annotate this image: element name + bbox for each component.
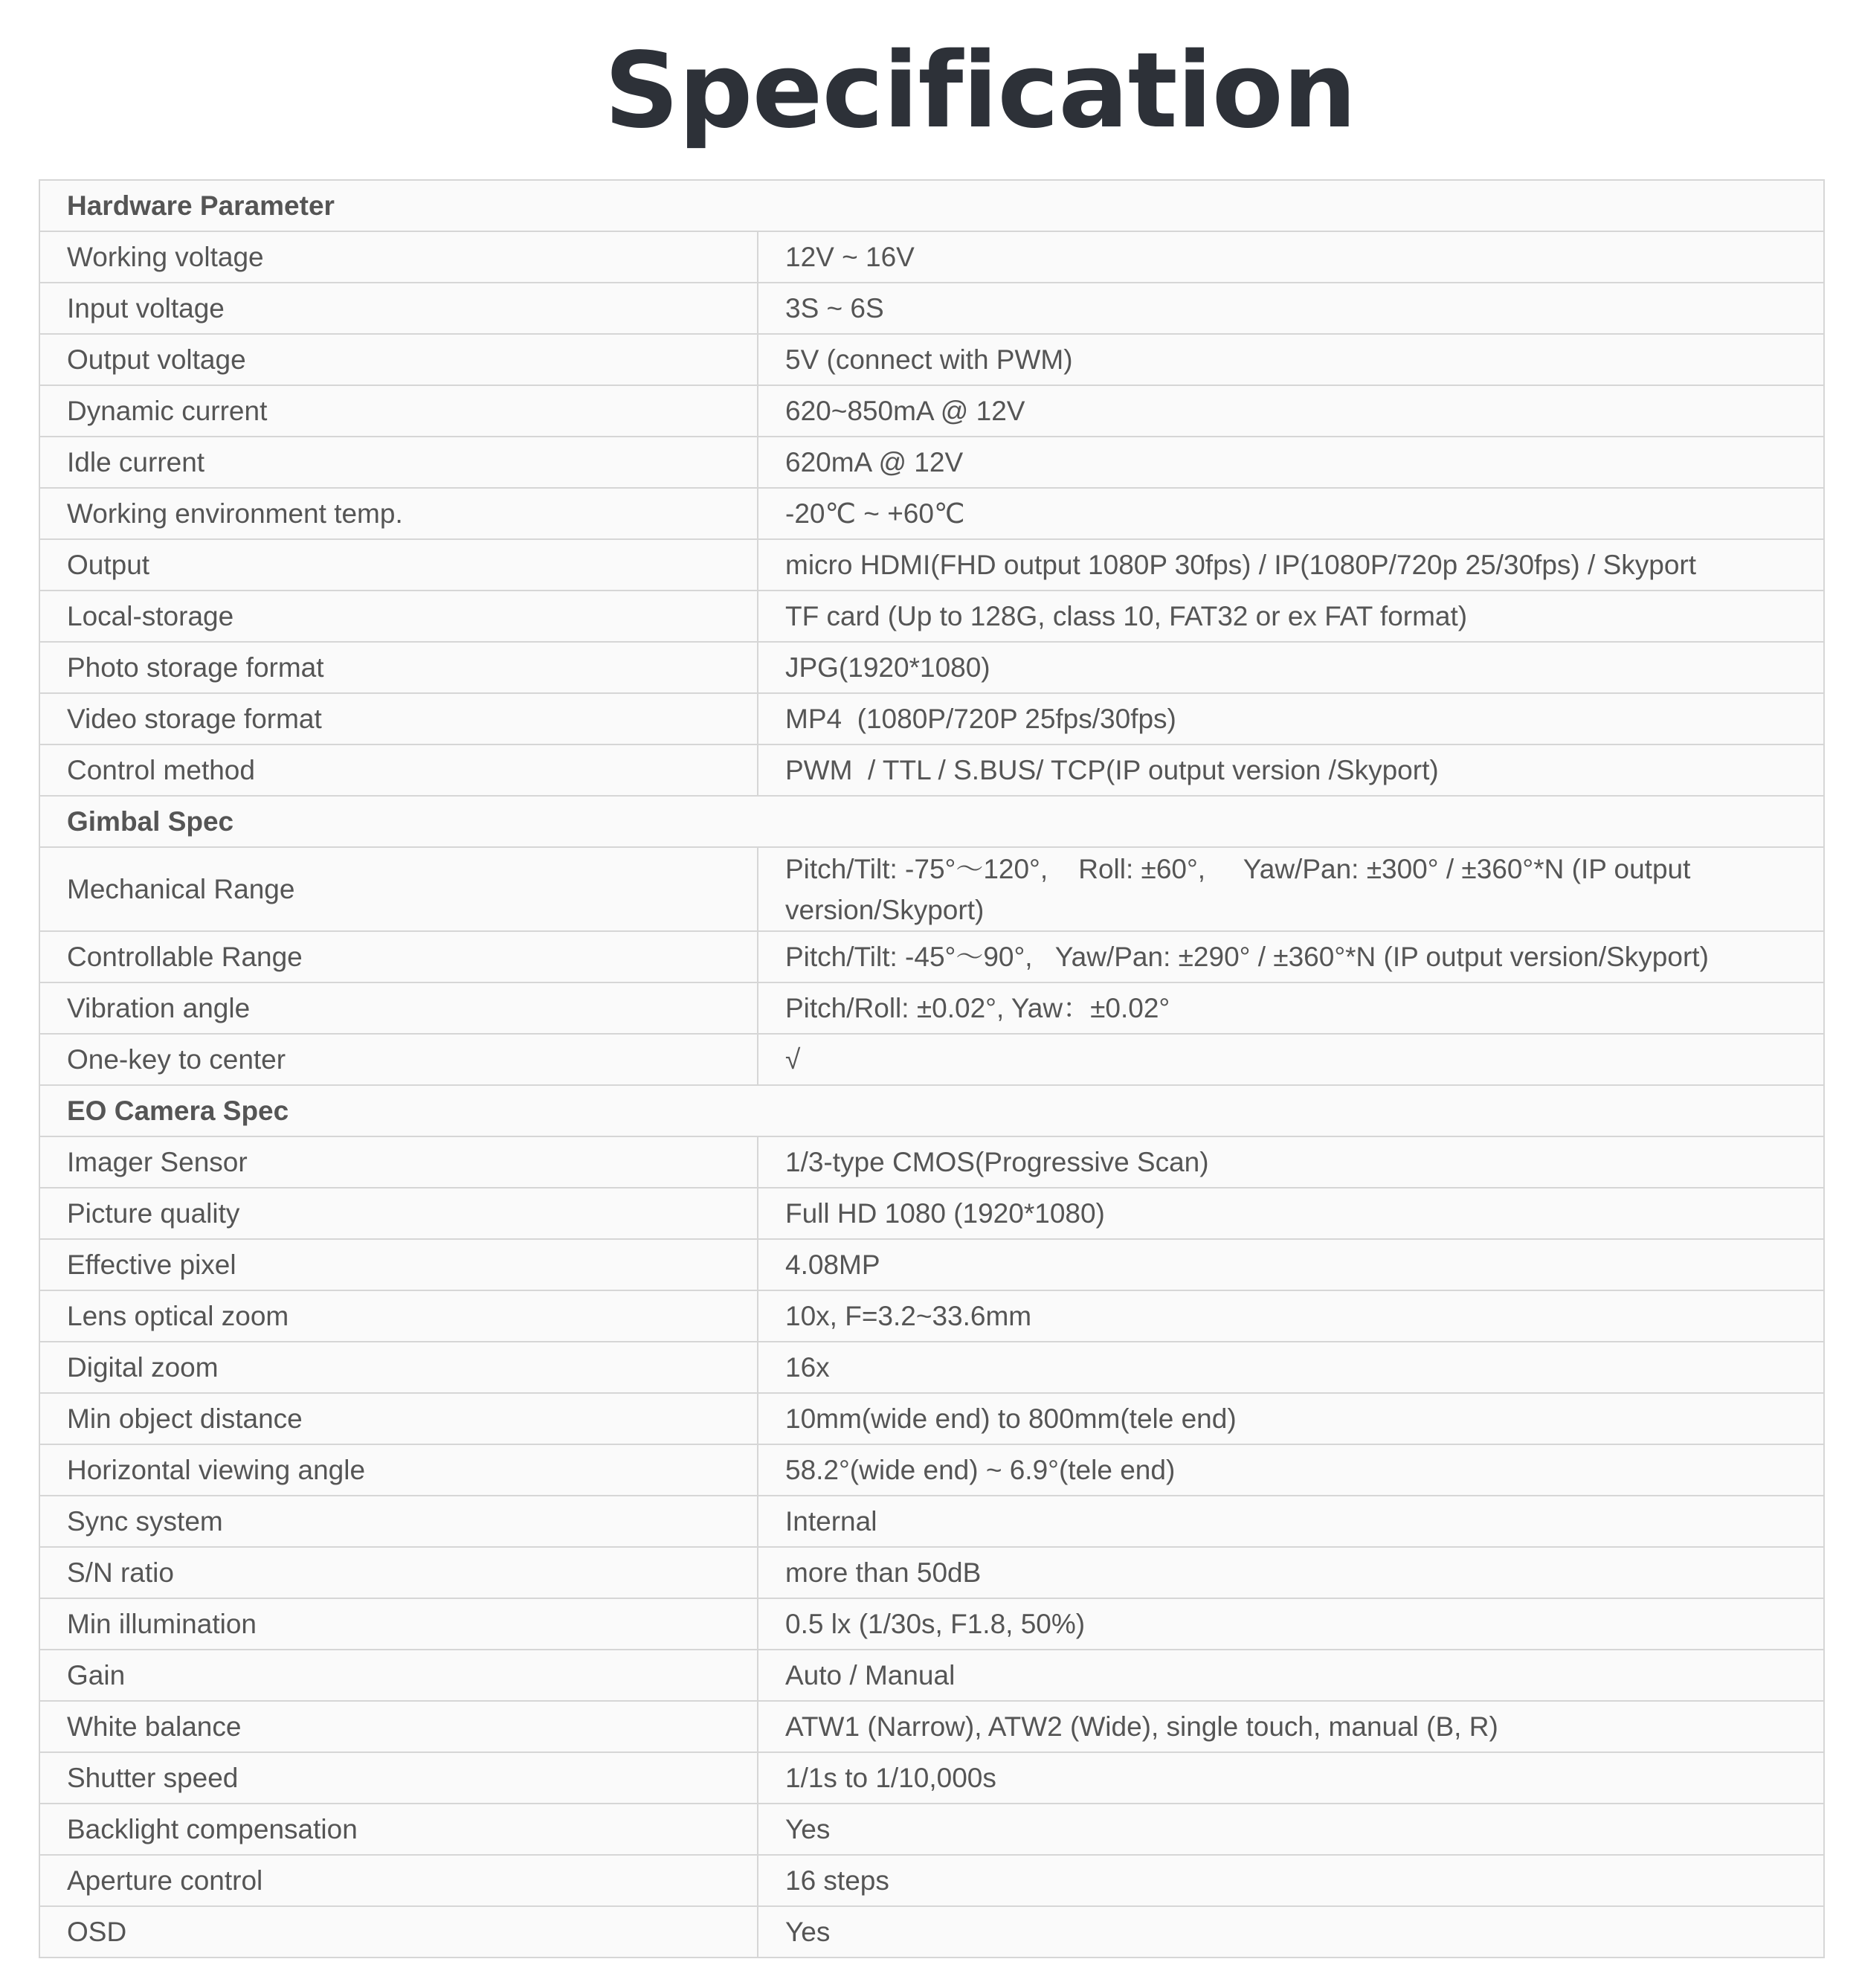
spec-value: 3S ~ 6S	[758, 283, 1824, 334]
table-row	[39, 1855, 1824, 1906]
spec-value: Internal	[758, 1496, 1824, 1547]
spec-value: Pitch/Roll: ±0.02°, Yaw：±0.02°	[758, 982, 1824, 1034]
spec-value: √	[758, 1034, 1824, 1085]
table-row	[39, 1188, 1824, 1239]
table-row	[39, 283, 1824, 334]
spec-label: Min object distance	[39, 1393, 758, 1444]
spec-label: Backlight compensation	[39, 1804, 758, 1855]
spec-label: S/N ratio	[39, 1547, 758, 1598]
spec-label: Lens optical zoom	[39, 1290, 758, 1342]
spec-label: Vibration angle	[39, 982, 758, 1034]
table-row	[39, 847, 1824, 931]
table-row	[39, 488, 1824, 539]
section-heading: Hardware Parameter	[39, 180, 1824, 231]
table-row	[39, 1804, 1824, 1855]
section-header-row	[39, 1085, 1824, 1136]
table-row	[39, 1547, 1824, 1598]
page-title: Specification	[604, 30, 1356, 152]
spec-value: -20℃ ~ +60℃	[758, 488, 1824, 539]
spec-table	[39, 179, 1825, 1958]
spec-value: ATW1 (Narrow), ATW2 (Wide), single touch, manual (B, R)	[758, 1701, 1824, 1752]
spec-label: Photo storage format	[39, 642, 758, 693]
spec-value: 12V ~ 16V	[758, 231, 1824, 283]
spec-value: 1/1s to 1/10,000s	[758, 1752, 1824, 1804]
spec-label: Local-storage	[39, 591, 758, 642]
spec-value: Pitch/Tilt: -45°～90°, Yaw/Pan: ±290° / ±360°*N (IP output version/Skyport)	[758, 931, 1824, 982]
spec-value: Yes	[758, 1906, 1824, 1958]
spec-value: JPG(1920*1080)	[758, 642, 1824, 693]
spec-label: Video storage format	[39, 693, 758, 744]
section-heading: Gimbal Spec	[39, 796, 1824, 847]
spec-label: Dynamic current	[39, 385, 758, 437]
table-row	[39, 744, 1824, 796]
table-row	[39, 1444, 1824, 1496]
table-row	[39, 1034, 1824, 1085]
spec-value: 10mm(wide end) to 800mm(tele end)	[758, 1393, 1824, 1444]
spec-label: Picture quality	[39, 1188, 758, 1239]
spec-label: Effective pixel	[39, 1239, 758, 1290]
table-row	[39, 1752, 1824, 1804]
section-header-row	[39, 796, 1824, 847]
spec-label: Imager Sensor	[39, 1136, 758, 1188]
spec-value: Yes	[758, 1804, 1824, 1855]
table-row	[39, 1496, 1824, 1547]
table-row	[39, 437, 1824, 488]
spec-value: micro HDMI(FHD output 1080P 30fps) / IP(1080P/720p 25/30fps) / Skyport	[758, 539, 1824, 591]
spec-value: 620~850mA @ 12V	[758, 385, 1824, 437]
table-row	[39, 1290, 1824, 1342]
table-row	[39, 1393, 1824, 1444]
spec-value: 1/3-type CMOS(Progressive Scan)	[758, 1136, 1824, 1188]
table-row	[39, 1342, 1824, 1393]
spec-value: 5V (connect with PWM)	[758, 334, 1824, 385]
table-row	[39, 982, 1824, 1034]
spec-value: 16 steps	[758, 1855, 1824, 1906]
spec-label: Horizontal viewing angle	[39, 1444, 758, 1496]
table-row	[39, 1650, 1824, 1701]
spec-value: Full HD 1080 (1920*1080)	[758, 1188, 1824, 1239]
table-row	[39, 334, 1824, 385]
spec-label: Digital zoom	[39, 1342, 758, 1393]
table-row	[39, 1701, 1824, 1752]
table-row	[39, 1136, 1824, 1188]
spec-label: Gain	[39, 1650, 758, 1701]
spec-value: TF card (Up to 128G, class 10, FAT32 or ex FAT format)	[758, 591, 1824, 642]
spec-value: 16x	[758, 1342, 1824, 1393]
spec-label: Idle current	[39, 437, 758, 488]
section-header-row	[39, 180, 1824, 231]
spec-label: Controllable Range	[39, 931, 758, 982]
spec-value: 0.5 lx (1/30s, F1.8, 50%)	[758, 1598, 1824, 1650]
table-row	[39, 693, 1824, 744]
spec-label: Mechanical Range	[39, 847, 758, 931]
spec-label: Sync system	[39, 1496, 758, 1547]
spec-value: Auto / Manual	[758, 1650, 1824, 1701]
spec-value: PWM / TTL / S.BUS/ TCP(IP output version /Skyport)	[758, 744, 1824, 796]
spec-label: Aperture control	[39, 1855, 758, 1906]
table-row	[39, 1598, 1824, 1650]
spec-value: 4.08MP	[758, 1239, 1824, 1290]
table-row	[39, 231, 1824, 283]
spec-label: Shutter speed	[39, 1752, 758, 1804]
table-row	[39, 591, 1824, 642]
table-row	[39, 642, 1824, 693]
spec-value: more than 50dB	[758, 1547, 1824, 1598]
spec-label: Output	[39, 539, 758, 591]
table-row	[39, 385, 1824, 437]
spec-label: One-key to center	[39, 1034, 758, 1085]
spec-label: White balance	[39, 1701, 758, 1752]
spec-value: MP4 (1080P/720P 25fps/30fps)	[758, 693, 1824, 744]
table-row	[39, 1906, 1824, 1958]
spec-label: Working voltage	[39, 231, 758, 283]
spec-label: OSD	[39, 1906, 758, 1958]
spec-label: Output voltage	[39, 334, 758, 385]
spec-label: Input voltage	[39, 283, 758, 334]
section-heading: EO Camera Spec	[39, 1085, 1824, 1136]
spec-label: Control method	[39, 744, 758, 796]
table-row	[39, 931, 1824, 982]
spec-value: Pitch/Tilt: -75°～120°, Roll: ±60°, Yaw/Pan: ±300° / ±360°*N (IP output version/Skyport)	[758, 847, 1824, 931]
table-row	[39, 1239, 1824, 1290]
spec-label: Working environment temp.	[39, 488, 758, 539]
spec-value: 10x, F=3.2~33.6mm	[758, 1290, 1824, 1342]
spec-value: 620mA @ 12V	[758, 437, 1824, 488]
spec-value: 58.2°(wide end) ~ 6.9°(tele end)	[758, 1444, 1824, 1496]
spec-label: Min illumination	[39, 1598, 758, 1650]
table-row	[39, 539, 1824, 591]
